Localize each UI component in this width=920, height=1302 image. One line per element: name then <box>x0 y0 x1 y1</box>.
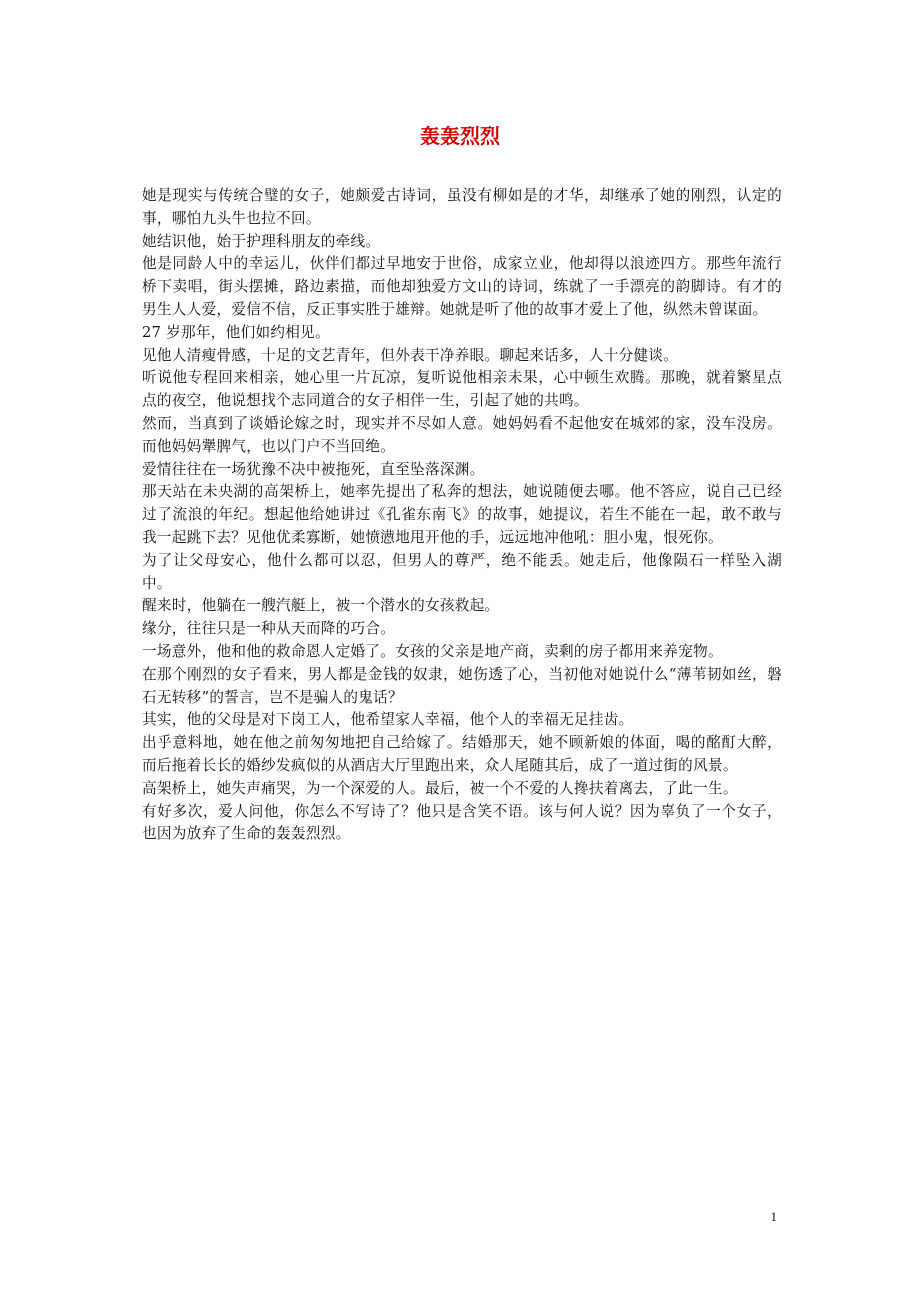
paragraph: 她是现实与传统合璧的女子，她颇爱古诗词，虽没有柳如是的才华，却继承了她的刚烈，认定的事，哪怕九头牛也拉不回。 <box>142 187 782 227</box>
paragraph: 缘分，往往只是一种从天而降的巧合。 <box>142 620 396 638</box>
article-body <box>142 185 782 846</box>
paragraph: 见他人清瘦骨感，十足的文艺青年，但外表干净养眼。聊起来话多，人十分健谈。 <box>142 346 679 364</box>
paragraph: 一场意外，他和他的救命恩人定婚了。女孩的父亲是地产商，卖剩的房子都用来养宠物。 <box>142 642 723 660</box>
paragraph: 爱情往往在一场犹豫不决中被拖死，直至坠落深渊。 <box>142 460 485 478</box>
paragraph: 出乎意料地，她在他之前匆匆地把自己给嫁了。结婚那天，她不顾新娘的体面，喝的酩酊大醉，而后拖着长长的婚纱发疯似的从酒店大厅里跑出来，众人尾随其后，成了一道过街的风景。 <box>142 734 782 774</box>
paragraph: 高架桥上，她失声痛哭，为一个深爱的人。最后，被一个不爱的人搀扶着离去，了此一生。 <box>142 779 738 797</box>
paragraph: 他是同龄人中的幸运儿，伙伴们都过早地安于世俗，成家立业，他却得以浪迹四方。那些年流行桥下卖唱，街头摆摊，路边素描，而他却独爱方文山的诗词，练就了一手漂亮的韵脚诗。有才的男生人人爱，爱信不信，反正事实胜于雄辩。她就是听了他的故事才爱上了他，纵然未曾谋面。 <box>142 255 782 318</box>
paragraph: 然而，当真到了谈婚论嫁之时，现实并不尽如人意。她妈妈看不起他安在城郊的家，没车没房。而他妈妈犟脾气，也以门户不当回绝。 <box>142 414 782 455</box>
paragraph: 其实，他的父母是对下岗工人，他希望家人幸福，他个人的幸福无足挂齿。 <box>142 711 634 729</box>
paragraph: 她结识他，始于护理科朋友的牵线。 <box>142 232 381 250</box>
paragraph: 27 岁那年，他们如约相见。 <box>142 323 330 341</box>
paragraph: 听说他专程回来相亲，她心里一片瓦凉，复听说他相亲未果，心中顿生欢腾。那晚，就着繁星点点的夜空，他说想找个志同道合的女子相伴一生，引起了她的共鸣。 <box>142 369 782 410</box>
paragraph: 在那个刚烈的女子看来，男人都是金钱的奴隶，她伤透了心，当初他对她说什么“薄苇韧如丝，磐石无转移”的誓言，岂不是骗人的鬼话？ <box>142 665 782 706</box>
paragraph: 那天站在未央湖的高架桥上，她率先提出了私奔的想法，她说随便去哪。他不答应，说自己已经过了流浪的年纪。想起他给她讲过《孔雀东南飞》的故事，她提议，若生不能在一起，敢不敢与我一起跳下去？见他优柔寡断，她愤懑地甩开他的手，远远地冲他吼：胆小鬼，恨死你。 <box>142 483 782 546</box>
paragraph: 为了让父母安心，他什么都可以忍，但男人的尊严，绝不能丢。她走后，他像陨石一样坠入湖中。 <box>142 551 782 592</box>
paragraph: 醒来时，他躺在一艘汽艇上，被一个潜水的女孩救起。 <box>142 597 500 615</box>
page-number: 1 <box>770 1209 777 1224</box>
article-title: 轰轰烈烈 <box>420 124 500 148</box>
paragraph: 有好多次，爱人问他，你怎么不写诗了？他只是含笑不语。该与何人说？因为辜负了一个女子，也因为放弃了生命的轰轰烈烈。 <box>142 802 782 843</box>
